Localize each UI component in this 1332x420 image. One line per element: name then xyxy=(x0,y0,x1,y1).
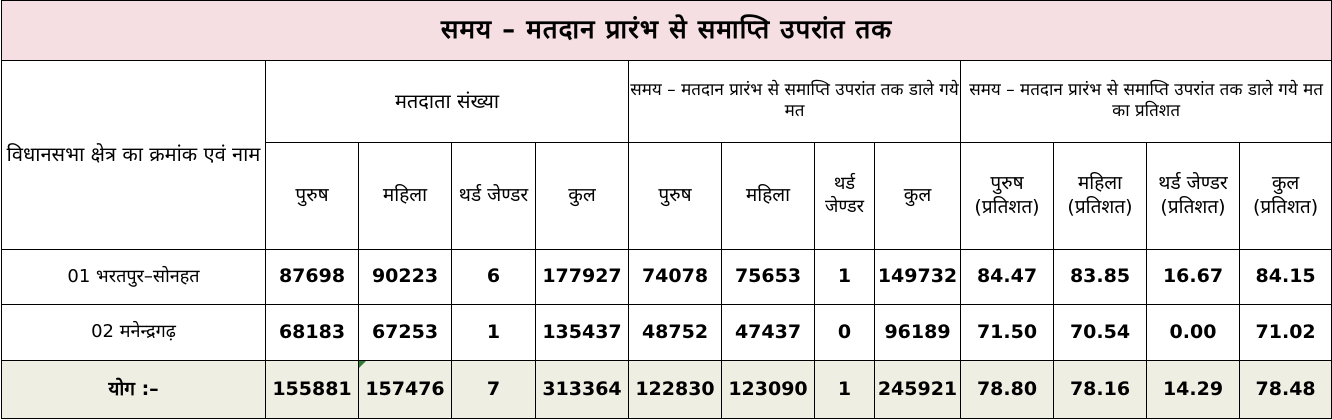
table-cell: 90223 xyxy=(359,249,452,305)
table-cell: 16.67 xyxy=(1147,249,1240,305)
pct-total-header: कुल (प्रतिशत) xyxy=(1240,143,1332,250)
table-cell: 1 xyxy=(452,305,536,361)
title-row xyxy=(2,1,1332,61)
voters-group-header: मतदाता संख्या xyxy=(266,60,629,142)
votes-cast-group-header: समय – मतदान प्रारंभ से समाप्ति उपरांत तक डाले गये मत xyxy=(629,60,961,142)
cast-male-header: पुरुष xyxy=(629,143,722,250)
table-row xyxy=(2,305,1332,361)
constituency-name: 01 भरतपुर–सोनहत xyxy=(2,249,266,305)
turnout-table xyxy=(1,0,1332,419)
table-cell: 71.02 xyxy=(1240,305,1332,361)
total-cell: 78.48 xyxy=(1240,361,1332,419)
total-cell: 78.16 xyxy=(1054,361,1147,419)
table-cell: 135437 xyxy=(536,305,629,361)
table-cell: 96189 xyxy=(875,305,961,361)
table-cell: 6 xyxy=(452,249,536,305)
total-cell: 155881 xyxy=(266,361,359,419)
cell-comment-marker xyxy=(359,361,366,368)
total-row xyxy=(2,361,1332,419)
total-cell: 313364 xyxy=(536,361,629,419)
table-cell: 48752 xyxy=(629,305,722,361)
table-cell: 74078 xyxy=(629,249,722,305)
voters-male-header: पुरुष xyxy=(266,143,359,250)
constituency-name: 02 मनेन्द्रगढ़ xyxy=(2,305,266,361)
table-cell: 75653 xyxy=(722,249,815,305)
percent-group-header: समय – मतदान प्रारंभ से समाप्ति उपरांत तक डाले गये मत का प्रतिशत xyxy=(961,60,1332,142)
voters-female-header: महिला xyxy=(359,143,452,250)
constituency-header: विधानसभा क्षेत्र का क्रमांक एवं नाम xyxy=(2,60,266,249)
total-cell: 14.29 xyxy=(1147,361,1240,419)
total-cell: 122830 xyxy=(629,361,722,419)
total-cell: 78.80 xyxy=(961,361,1054,419)
total-cell-text: 157476 xyxy=(365,377,445,400)
table-cell: 71.50 xyxy=(961,305,1054,361)
table-cell: 70.54 xyxy=(1054,305,1147,361)
table-cell: 0 xyxy=(815,305,875,361)
table-cell: 149732 xyxy=(875,249,961,305)
cast-female-header: महिला xyxy=(722,143,815,250)
table-cell: 87698 xyxy=(266,249,359,305)
table-cell: 47437 xyxy=(722,305,815,361)
table-cell: 84.47 xyxy=(961,249,1054,305)
total-cell: 245921 xyxy=(875,361,961,419)
table-cell: 84.15 xyxy=(1240,249,1332,305)
voters-third-gender-header: थर्ड जेण्डर xyxy=(452,143,536,250)
total-cell: 7 xyxy=(452,361,536,419)
total-cell xyxy=(359,361,452,419)
table-cell: 67253 xyxy=(359,305,452,361)
table-title: समय – मतदान प्रारंभ से समाप्ति उपरांत तक xyxy=(2,1,1332,61)
table-row xyxy=(2,249,1332,305)
pct-male-header: पुरुष (प्रतिशत) xyxy=(961,143,1054,250)
pct-female-header: महिला (प्रतिशत) xyxy=(1054,143,1147,250)
table-cell: 68183 xyxy=(266,305,359,361)
group-header-row xyxy=(2,60,1332,142)
table-cell: 1 xyxy=(815,249,875,305)
table-cell: 83.85 xyxy=(1054,249,1147,305)
table-cell: 177927 xyxy=(536,249,629,305)
total-cell: 1 xyxy=(815,361,875,419)
cast-third-gender-header: थर्ड जेण्डर xyxy=(815,143,875,250)
table-cell: 0.00 xyxy=(1147,305,1240,361)
voters-total-header: कुल xyxy=(536,143,629,250)
pct-third-gender-header: थर्ड जेण्डर (प्रतिशत) xyxy=(1147,143,1240,250)
total-cell: 123090 xyxy=(722,361,815,419)
total-label: योग :– xyxy=(2,361,266,419)
cast-total-header: कुल xyxy=(875,143,961,250)
